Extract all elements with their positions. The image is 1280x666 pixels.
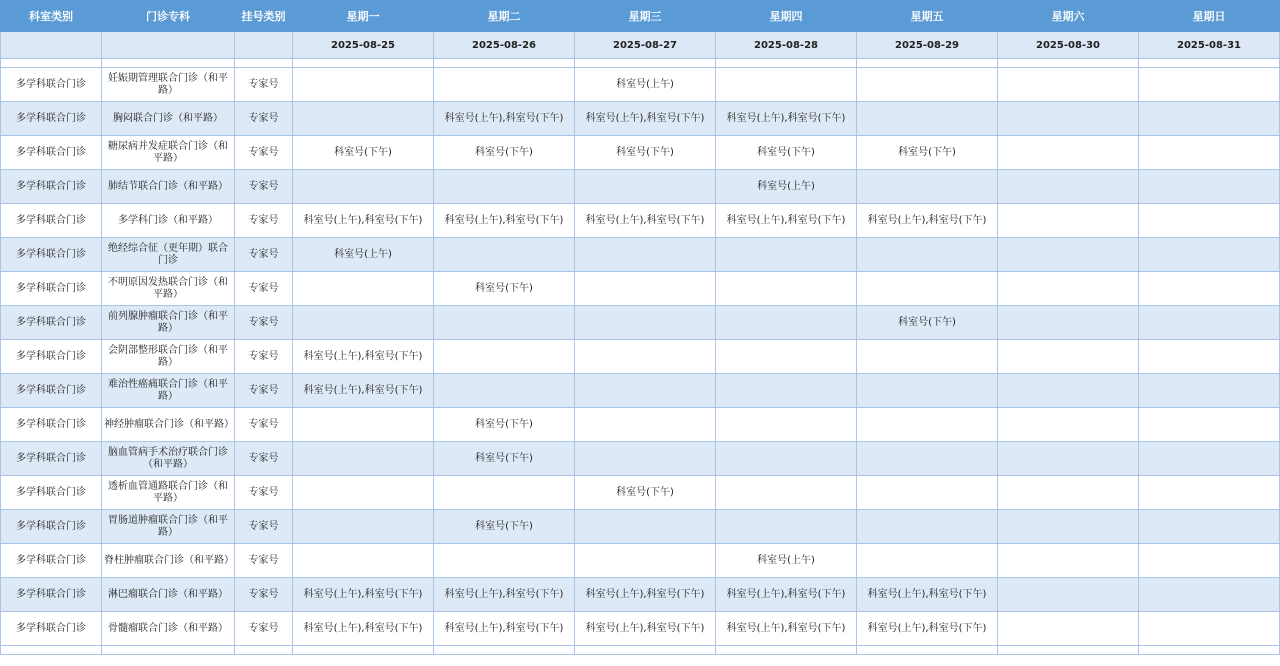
monday-cell[interactable]: 科室号(下午): [293, 136, 434, 170]
sunday-cell: [1139, 170, 1280, 204]
specialty-cell: 妊娠期管理联合门诊（和平路）: [102, 68, 235, 102]
friday-cell[interactable]: 科室号(上午),科室号(下午): [857, 578, 998, 612]
registration-type-cell: 专家号: [235, 272, 293, 306]
thursday-cell[interactable]: 科室号(上午),科室号(下午): [716, 204, 857, 238]
table-row: [1, 272, 1280, 306]
specialty-cell: 脊柱肿瘤联合门诊（和平路）: [102, 544, 235, 578]
specialty-cell: 透析血管通路联合门诊（和平路）: [102, 476, 235, 510]
dept-category-cell: 多学科联合门诊: [1, 306, 102, 340]
wednesday-cell: [575, 442, 716, 476]
specialty-cell: 胸闷联合门诊（和平路）: [102, 102, 235, 136]
specialty-cell: 胃肠道肿瘤联合门诊（和平路）: [102, 510, 235, 544]
sunday-cell: [1139, 510, 1280, 544]
table-row: [1, 238, 1280, 272]
wednesday-cell[interactable]: 科室号(上午),科室号(下午): [575, 204, 716, 238]
table-row: [1, 340, 1280, 374]
table-row: [1, 170, 1280, 204]
saturday-cell: [998, 136, 1139, 170]
table-row: [1, 442, 1280, 476]
registration-type-cell: 专家号: [235, 170, 293, 204]
dept-category-cell: 多学科联合门诊: [1, 510, 102, 544]
sunday-cell: [1139, 306, 1280, 340]
saturday-cell: [998, 544, 1139, 578]
dept-category-cell: 多学科联合门诊: [1, 68, 102, 102]
table-row: [1, 476, 1280, 510]
date-cell: 2025-08-26: [434, 32, 575, 59]
friday-cell: [857, 102, 998, 136]
thursday-cell: [716, 442, 857, 476]
sunday-cell: [1139, 578, 1280, 612]
date-cell: 2025-08-30: [998, 32, 1139, 59]
registration-type-cell: 专家号: [235, 306, 293, 340]
table-row: [1, 408, 1280, 442]
header-friday: 星期五: [857, 1, 998, 32]
specialty-cell: 难治性癌痛联合门诊（和平路）: [102, 374, 235, 408]
specialty-cell: 不明原因发热联合门诊（和平路）: [102, 272, 235, 306]
thursday-cell: [716, 306, 857, 340]
tuesday-cell[interactable]: 科室号(下午): [434, 442, 575, 476]
wednesday-cell: [575, 238, 716, 272]
spacer-cell: [998, 59, 1139, 68]
monday-cell: [293, 68, 434, 102]
date-cell: [102, 32, 235, 59]
spacer-cell: [575, 59, 716, 68]
spacer-row: [1, 59, 1280, 68]
spacer-cell: [434, 646, 575, 655]
date-cell: 2025-08-29: [857, 32, 998, 59]
saturday-cell: [998, 170, 1139, 204]
spacer-cell: [1, 646, 102, 655]
friday-cell[interactable]: 科室号(上午),科室号(下午): [857, 204, 998, 238]
header-monday: 星期一: [293, 1, 434, 32]
registration-type-cell: 专家号: [235, 136, 293, 170]
spacer-cell: [998, 646, 1139, 655]
dept-category-cell: 多学科联合门诊: [1, 408, 102, 442]
wednesday-cell: [575, 340, 716, 374]
spacer-cell: [102, 646, 235, 655]
thursday-cell[interactable]: 科室号(上午),科室号(下午): [716, 102, 857, 136]
table-row: [1, 204, 1280, 238]
spacer-cell: [102, 59, 235, 68]
saturday-cell: [998, 68, 1139, 102]
spacer-cell: [434, 59, 575, 68]
sunday-cell: [1139, 340, 1280, 374]
dept-category-cell: 多学科联合门诊: [1, 204, 102, 238]
dept-category-cell: 多学科联合门诊: [1, 340, 102, 374]
friday-cell: [857, 272, 998, 306]
friday-cell[interactable]: 科室号(上午),科室号(下午): [857, 612, 998, 646]
friday-cell: [857, 442, 998, 476]
sunday-cell: [1139, 408, 1280, 442]
friday-cell[interactable]: 科室号(下午): [857, 136, 998, 170]
friday-cell: [857, 544, 998, 578]
monday-cell[interactable]: 科室号(上午),科室号(下午): [293, 612, 434, 646]
registration-type-cell: 专家号: [235, 102, 293, 136]
registration-type-cell: 专家号: [235, 544, 293, 578]
registration-type-cell: 专家号: [235, 204, 293, 238]
specialty-cell: 多学科门诊（和平路）: [102, 204, 235, 238]
friday-cell: [857, 476, 998, 510]
sunday-cell: [1139, 136, 1280, 170]
header-thursday: 星期四: [716, 1, 857, 32]
date-cell: [1, 32, 102, 59]
tuesday-cell[interactable]: 科室号(下午): [434, 136, 575, 170]
registration-type-cell: 专家号: [235, 238, 293, 272]
saturday-cell: [998, 442, 1139, 476]
sunday-cell: [1139, 476, 1280, 510]
tuesday-cell[interactable]: 科室号(下午): [434, 272, 575, 306]
spacer-cell: [1139, 59, 1280, 68]
registration-type-cell: 专家号: [235, 510, 293, 544]
thursday-cell[interactable]: 科室号(上午),科室号(下午): [716, 578, 857, 612]
sunday-cell: [1139, 544, 1280, 578]
header-dept-category: 科室类别: [1, 1, 102, 32]
friday-cell: [857, 510, 998, 544]
saturday-cell: [998, 476, 1139, 510]
wednesday-cell: [575, 170, 716, 204]
header-registration-type: 挂号类别: [235, 1, 293, 32]
monday-cell: [293, 102, 434, 136]
friday-cell: [857, 68, 998, 102]
monday-cell: [293, 544, 434, 578]
specialty-cell: 肺结节联合门诊（和平路）: [102, 170, 235, 204]
date-row: [1, 32, 1280, 59]
table-row: [1, 578, 1280, 612]
header-row: [1, 1, 1280, 32]
tuesday-cell[interactable]: 科室号(上午),科室号(下午): [434, 612, 575, 646]
wednesday-cell: [575, 374, 716, 408]
dept-category-cell: 多学科联合门诊: [1, 238, 102, 272]
spacer-cell: [575, 646, 716, 655]
specialty-cell: 会阴部整形联合门诊（和平路）: [102, 340, 235, 374]
table-row: [1, 102, 1280, 136]
sunday-cell: [1139, 204, 1280, 238]
saturday-cell: [998, 306, 1139, 340]
specialty-cell: 绝经综合征（更年期）联合门诊: [102, 238, 235, 272]
wednesday-cell: [575, 272, 716, 306]
header-tuesday: 星期二: [434, 1, 575, 32]
wednesday-cell[interactable]: 科室号(上午): [575, 68, 716, 102]
registration-type-cell: 专家号: [235, 340, 293, 374]
registration-type-cell: 专家号: [235, 578, 293, 612]
dept-category-cell: 多学科联合门诊: [1, 578, 102, 612]
dept-category-cell: 多学科联合门诊: [1, 612, 102, 646]
friday-cell: [857, 408, 998, 442]
table-row: [1, 374, 1280, 408]
wednesday-cell[interactable]: 科室号(下午): [575, 476, 716, 510]
dept-category-cell: 多学科联合门诊: [1, 374, 102, 408]
registration-type-cell: 专家号: [235, 408, 293, 442]
dept-category-cell: 多学科联合门诊: [1, 442, 102, 476]
saturday-cell: [998, 374, 1139, 408]
monday-cell[interactable]: 科室号(上午): [293, 238, 434, 272]
saturday-cell: [998, 272, 1139, 306]
specialty-cell: 骨髓瘤联合门诊（和平路）: [102, 612, 235, 646]
wednesday-cell: [575, 510, 716, 544]
schedule-body: [1, 59, 1280, 655]
specialty-cell: 脑血管病手术治疗联合门诊（和平路）: [102, 442, 235, 476]
spacer-cell: [1, 59, 102, 68]
wednesday-cell: [575, 408, 716, 442]
table-row: [1, 136, 1280, 170]
monday-cell: [293, 272, 434, 306]
tuesday-cell: [434, 238, 575, 272]
friday-cell: [857, 170, 998, 204]
specialty-cell: 神经肿瘤联合门诊（和平路）: [102, 408, 235, 442]
thursday-cell: [716, 476, 857, 510]
specialty-cell: 淋巴瘤联合门诊（和平路）: [102, 578, 235, 612]
header-wednesday: 星期三: [575, 1, 716, 32]
tuesday-cell: [434, 544, 575, 578]
specialty-cell: 糖尿病并发症联合门诊（和平路）: [102, 136, 235, 170]
spacer-cell: [235, 646, 293, 655]
dept-category-cell: 多学科联合门诊: [1, 102, 102, 136]
friday-cell: [857, 238, 998, 272]
monday-cell: [293, 442, 434, 476]
dept-category-cell: 多学科联合门诊: [1, 544, 102, 578]
monday-cell[interactable]: 科室号(上午),科室号(下午): [293, 578, 434, 612]
tuesday-cell: [434, 476, 575, 510]
registration-type-cell: 专家号: [235, 612, 293, 646]
date-cell: 2025-08-28: [716, 32, 857, 59]
spacer-cell: [235, 59, 293, 68]
friday-cell[interactable]: 科室号(下午): [857, 306, 998, 340]
thursday-cell: [716, 68, 857, 102]
monday-cell: [293, 510, 434, 544]
registration-type-cell: 专家号: [235, 68, 293, 102]
tuesday-cell: [434, 306, 575, 340]
monday-cell[interactable]: 科室号(上午),科室号(下午): [293, 374, 434, 408]
spacer-cell: [857, 646, 998, 655]
sunday-cell: [1139, 238, 1280, 272]
dept-category-cell: 多学科联合门诊: [1, 170, 102, 204]
spacer-cell: [716, 59, 857, 68]
dept-category-cell: 多学科联合门诊: [1, 136, 102, 170]
dept-category-cell: 多学科联合门诊: [1, 272, 102, 306]
sunday-cell: [1139, 272, 1280, 306]
monday-cell: [293, 170, 434, 204]
header-saturday: 星期六: [998, 1, 1139, 32]
saturday-cell: [998, 612, 1139, 646]
thursday-cell[interactable]: 科室号(上午): [716, 170, 857, 204]
sunday-cell: [1139, 612, 1280, 646]
tuesday-cell: [434, 170, 575, 204]
table-row: [1, 306, 1280, 340]
saturday-cell: [998, 204, 1139, 238]
monday-cell: [293, 408, 434, 442]
saturday-cell: [998, 102, 1139, 136]
sunday-cell: [1139, 442, 1280, 476]
date-cell: [235, 32, 293, 59]
specialty-cell: 前列腺肿瘤联合门诊（和平路）: [102, 306, 235, 340]
registration-type-cell: 专家号: [235, 374, 293, 408]
table-row: [1, 68, 1280, 102]
thursday-cell[interactable]: 科室号(下午): [716, 136, 857, 170]
registration-type-cell: 专家号: [235, 442, 293, 476]
monday-cell: [293, 306, 434, 340]
wednesday-cell[interactable]: 科室号(上午),科室号(下午): [575, 102, 716, 136]
tuesday-cell: [434, 340, 575, 374]
wednesday-cell: [575, 306, 716, 340]
thursday-cell: [716, 272, 857, 306]
saturday-cell: [998, 408, 1139, 442]
thursday-cell: [716, 510, 857, 544]
thursday-cell: [716, 408, 857, 442]
spacer-cell: [1139, 646, 1280, 655]
wednesday-cell[interactable]: 科室号(上午),科室号(下午): [575, 578, 716, 612]
table-row: [1, 544, 1280, 578]
date-cell: 2025-08-27: [575, 32, 716, 59]
monday-cell[interactable]: 科室号(上午),科室号(下午): [293, 204, 434, 238]
spacer-cell: [293, 59, 434, 68]
friday-cell: [857, 340, 998, 374]
spacer-cell: [857, 59, 998, 68]
saturday-cell: [998, 340, 1139, 374]
tuesday-cell: [434, 374, 575, 408]
tuesday-cell[interactable]: 科室号(上午),科室号(下午): [434, 102, 575, 136]
tuesday-cell[interactable]: 科室号(上午),科室号(下午): [434, 204, 575, 238]
saturday-cell: [998, 578, 1139, 612]
sunday-cell: [1139, 374, 1280, 408]
wednesday-cell[interactable]: 科室号(上午),科室号(下午): [575, 612, 716, 646]
wednesday-cell: [575, 544, 716, 578]
header-clinic-specialty: 门诊专科: [102, 1, 235, 32]
tuesday-cell: [434, 68, 575, 102]
spacer-row: [1, 646, 1280, 655]
thursday-cell: [716, 238, 857, 272]
table-row: [1, 612, 1280, 646]
thursday-cell: [716, 340, 857, 374]
wednesday-cell[interactable]: 科室号(下午): [575, 136, 716, 170]
header-sunday: 星期日: [1139, 1, 1280, 32]
monday-cell: [293, 476, 434, 510]
sunday-cell: [1139, 102, 1280, 136]
sunday-cell: [1139, 68, 1280, 102]
spacer-cell: [716, 646, 857, 655]
saturday-cell: [998, 510, 1139, 544]
date-cell: 2025-08-25: [293, 32, 434, 59]
thursday-cell[interactable]: 科室号(上午): [716, 544, 857, 578]
dept-category-cell: 多学科联合门诊: [1, 476, 102, 510]
tuesday-cell[interactable]: 科室号(下午): [434, 510, 575, 544]
thursday-cell: [716, 374, 857, 408]
saturday-cell: [998, 238, 1139, 272]
monday-cell[interactable]: 科室号(上午),科室号(下午): [293, 340, 434, 374]
table-row: [1, 510, 1280, 544]
spacer-cell: [293, 646, 434, 655]
friday-cell: [857, 374, 998, 408]
tuesday-cell[interactable]: 科室号(下午): [434, 408, 575, 442]
tuesday-cell[interactable]: 科室号(上午),科室号(下午): [434, 578, 575, 612]
thursday-cell[interactable]: 科室号(上午),科室号(下午): [716, 612, 857, 646]
date-cell: 2025-08-31: [1139, 32, 1280, 59]
registration-type-cell: 专家号: [235, 476, 293, 510]
